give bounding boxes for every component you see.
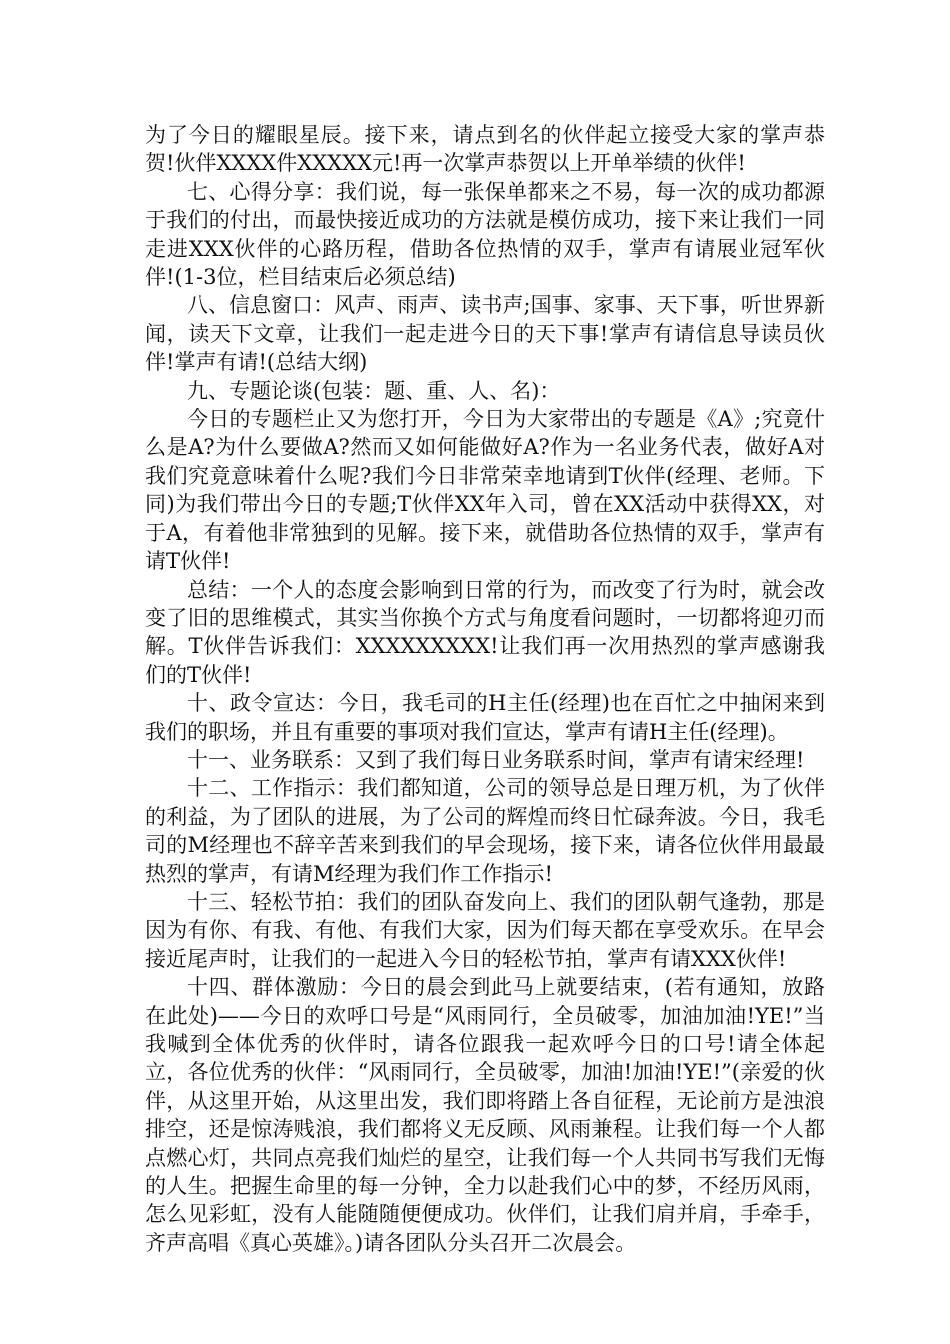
paragraph-11: 十四、群体激励：今日的晨会到此马上就要结束，(若有通知，放路在此处)——今日的欢呼口号是“风雨同行，全员破零，加油加油!YE!”当我喊到全体优秀的伙伴时，请各位跟我一起欢呼今日的口号!请全体起立，各位优秀的伙伴：“风雨同行，全员破零，加油!加油!YE!”(亲爱的伙伴，从这里开始，从这里出发，我们即将踏上各自征程，无论前方是浊浪排空，还是惊涛贱浪，我们都将义无反顾、风雨兼程。让我们每一个人都点燃心灯，共同点亮我们灿烂的星空，让我们每一个人共同书写我们无悔的人生。把握生命里的每一分钟，全力以赴我们心中的梦，不经历风雨，怎么见彩虹，没有人能随随便便成功。伙伴们，让我们肩并肩，手牵手，齐声高唱《真心英雄》。)请各团队分头召开二次晨会。: [145, 975, 825, 1255]
paragraph-2: 七、心得分享：我们说，每一张保单都来之不易，每一次的成功都源于我们的付出，而最快接近成功的方法就是模仿成功，接下来让我们一同走进XXX伙伴的心路历程，借助各位热情的双手，掌声有请展业冠军伙伴!(1-3位，栏目结束后必须总结): [145, 179, 825, 290]
paragraph-4: 九、专题论谈(包装：题、重、人、名)：: [187, 378, 561, 403]
paragraph-10: 十三、轻松节拍：我们的团队奋发向上、我们的团队朝气逢勃，那是因为有你、有我、有他、有我们大家，因为们每天都在享受欢乐。在早会接近尾声时，让我们的一起进入今日的轻松节拍，掌声有请XXX伙伴!: [145, 889, 825, 971]
paragraph-7: 十、政令宣达：今日，我毛司的H主任(经理)也在百忙之中抽闲来到我们的职场，并且有重要的事项对我们宣达，掌声有请H主任(经理)。: [145, 691, 825, 744]
paragraph-6: 总结：一个人的态度会影响到日常的行为，而改变了行为时，就会改变了旧的思维模式，其实当你换个方式与角度看问题时，一切都将迎刃而解。T伙伴告诉我们：XXXXXXXXX!让我们再一次用热烈的掌声感谢我们的T伙伴!: [145, 577, 825, 687]
paragraph-5: 今日的专题栏止又为您打开，今日为大家带出的专题是《A》;究竟什么是A?为什么要做A?然而又如何能做好A?作为一名业务代表，做好A对我们究竟意味着什么呢?我们今日非常荣幸地请到T伙伴(经理、老师。下同)为我们带出今日的专题;T伙伴XX年入司，曾在XX活动中获得XX，对于A，有着他非常独到的见解。接下来，就借助各位热情的双手，掌声有请T伙伴!: [145, 407, 825, 574]
paragraph-3: 八、信息窗口：风声、雨声、读书声;国事、家事、天下事，听世界新闻，读天下文章，让我们一起走进今日的天下事!掌声有请信息导读员伙伴!掌声有请!(总结大纲): [145, 293, 825, 375]
paragraph-9: 十二、工作指示：我们都知道，公司的领导总是日理万机，为了伙伴的利益，为了团队的进展，为了公司的辉煌而终日忙碌奔波。今日，我毛司的M经理也不辞辛苦来到我们的早会现场，接下来，请各位伙伴用最最热烈的掌声，有请M经理为我们作工作指示!: [145, 776, 825, 886]
paragraph-8: 十一、业务联系：又到了我们每日业务联系时间，掌声有请宋经理!: [187, 747, 805, 772]
document-body: [145, 121, 825, 1257]
paragraph-1: 为了今日的耀眼星辰。接下来，请点到名的伙伴起立接受大家的掌声恭贺!伙伴XXXX件XXXXX元!再一次掌声恭贺以上开单举绩的伙伴!: [145, 123, 825, 176]
